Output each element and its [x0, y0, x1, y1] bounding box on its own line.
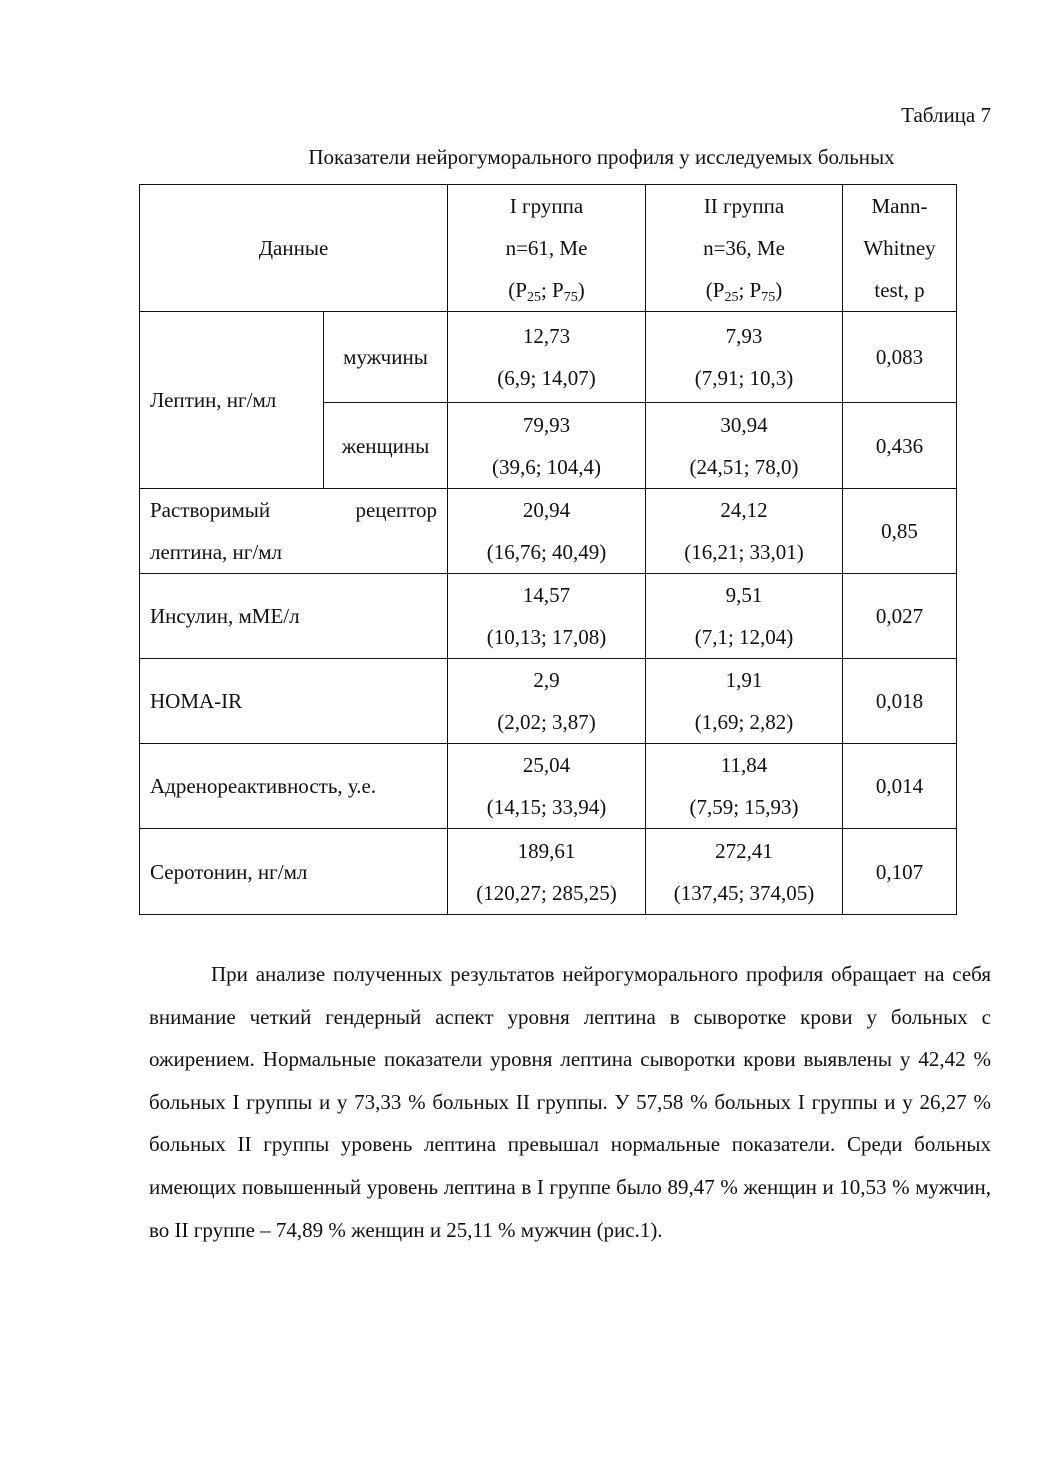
cell-homa-g1: [448, 659, 646, 744]
percentile-range: (7,59; 15,93): [689, 795, 799, 819]
median-value: 20,94: [522, 498, 571, 522]
header-group1-n: n=61, Me: [505, 236, 588, 260]
cell-leptin-women-g2: [646, 403, 843, 489]
header-group2: [646, 185, 843, 312]
percentile-range: (6,9; 14,07): [497, 366, 596, 390]
percentile-range: (1,69; 2,82): [694, 710, 794, 734]
cell-adreno-g1: [448, 744, 646, 829]
header-group2-title: II группа: [703, 194, 785, 218]
percentile-range: (39,6; 104,4): [491, 454, 602, 479]
table-title: Показатели нейрогуморального профиля у исследуемых больных: [308, 145, 895, 169]
percentile-range: (16,21; 33,01): [684, 540, 804, 564]
row-label-line2: лептина, нг/мл: [150, 540, 282, 564]
cell-receptor-g2: [646, 489, 843, 574]
median-value: 11,84: [720, 753, 768, 777]
header-data: Данные: [140, 185, 448, 312]
percentile-range: (14,15; 33,94): [486, 795, 607, 819]
cell-adreno-g2: [646, 744, 843, 829]
cell-receptor-g1: [448, 489, 646, 574]
cell-receptor-p: 0,85: [843, 489, 957, 574]
cell-insulin-g2: [646, 574, 843, 659]
cell-leptin-men-g2: [646, 312, 843, 403]
row-label-homa-ir: HOMA-IR: [140, 659, 448, 744]
percentile-range: (7,91; 10,3): [694, 366, 794, 390]
cell-adreno-p: 0,014: [843, 744, 957, 829]
header-test-line3: test, p: [874, 278, 925, 302]
header-group1-percentiles: ($P_{25}$; $P_{75}$): [508, 278, 585, 305]
table-row-insulin: [140, 574, 957, 659]
median-value: 25,04: [522, 753, 571, 777]
percentile-range: (137,45; 374,05): [673, 880, 815, 905]
cell-homa-g2: [646, 659, 843, 744]
cell-leptin-men-g1: [448, 312, 646, 403]
header-test: [843, 185, 957, 312]
cell-serotonin-g2: [646, 829, 843, 915]
row-label-line1: Растворимый рецептор: [150, 498, 437, 522]
data-table: [139, 184, 957, 915]
body-paragraph: При анализе полученных результатов нейрогуморального профиля обращает на себя внимание четкий гендерный аспект уровня лептина в сыворотке крови у больных с ожирением. Нормальные показатели уровня лептина сыворотки крови выявлены у 42,42 % больных I группы и у 73,33 % больных II группы. У 57,58 % больных I группы и у 26,27 % больных II группы уровень лептина превышал нормальные показатели. Среди больных имеющих повышенный уровень лептина в I группе было 89,47 % женщин и 10,53 % мужчин, во II группе – 74,89 % женщин и 25,11 % мужчин (рис.1).: [149, 962, 991, 1242]
table-row-leptin-receptor: [140, 489, 957, 574]
row-label-serotonin: Серотонин, нг/мл: [140, 829, 448, 915]
table-row-serotonin: [140, 829, 957, 915]
table-number: Таблица 7: [901, 103, 991, 127]
header-test-line2: Whitney: [863, 236, 936, 260]
percentile-range: (7,1; 12,04): [694, 625, 794, 649]
row-sublabel-men: мужчины: [324, 312, 448, 403]
percentile-range: (10,13; 17,08): [486, 625, 607, 649]
percentile-range: (16,76; 40,49): [486, 540, 607, 564]
cell-homa-p: 0,018: [843, 659, 957, 744]
header-group2-percentiles: ($P_{25}$; $P_{75}$): [705, 278, 783, 305]
median-value: 2,9: [533, 668, 560, 692]
row-sublabel-women: женщины: [324, 403, 448, 489]
median-value: 9,51: [725, 583, 763, 607]
cell-serotonin-p: 0,107: [843, 829, 957, 915]
row-label-leptin: Лептин, нг/мл: [140, 312, 324, 489]
median-value: 14,57: [522, 583, 571, 607]
median-value: 189,61: [517, 838, 576, 863]
cell-leptin-men-p: 0,083: [843, 312, 957, 403]
header-group1: [448, 185, 646, 312]
median-value: 272,41: [715, 838, 773, 863]
row-label-insulin: Инсулин, мМЕ/л: [140, 574, 448, 659]
cell-leptin-women-p: 0,436: [843, 403, 957, 489]
median-value: 12,73: [522, 324, 571, 348]
median-value: 79,93: [522, 412, 571, 437]
table-header-row: [140, 185, 957, 312]
header-group1-title: I группа: [509, 194, 584, 218]
median-value: 30,94: [720, 412, 768, 437]
cell-serotonin-g1: [448, 829, 646, 915]
cell-insulin-g1: [448, 574, 646, 659]
header-group2-n: n=36, Me: [703, 236, 785, 260]
table-row-homa-ir: [140, 659, 957, 744]
percentile-range: (2,02; 3,87): [497, 710, 596, 734]
header-test-line1: Mann-: [871, 194, 928, 218]
median-value: 1,91: [725, 668, 763, 692]
cell-leptin-women-g1: [448, 403, 646, 489]
percentile-range: (24,51; 78,0): [689, 454, 799, 479]
table-row-leptin-men: [140, 312, 957, 403]
median-value: 7,93: [725, 324, 763, 348]
cell-insulin-p: 0,027: [843, 574, 957, 659]
row-label-adrenoreactivity: Адренореактивность, у.е.: [140, 744, 448, 829]
median-value: 24,12: [720, 498, 768, 522]
table-row-adrenoreactivity: [140, 744, 957, 829]
percentile-range: (120,27; 285,25): [476, 880, 617, 905]
row-label-leptin-receptor: [140, 489, 448, 574]
